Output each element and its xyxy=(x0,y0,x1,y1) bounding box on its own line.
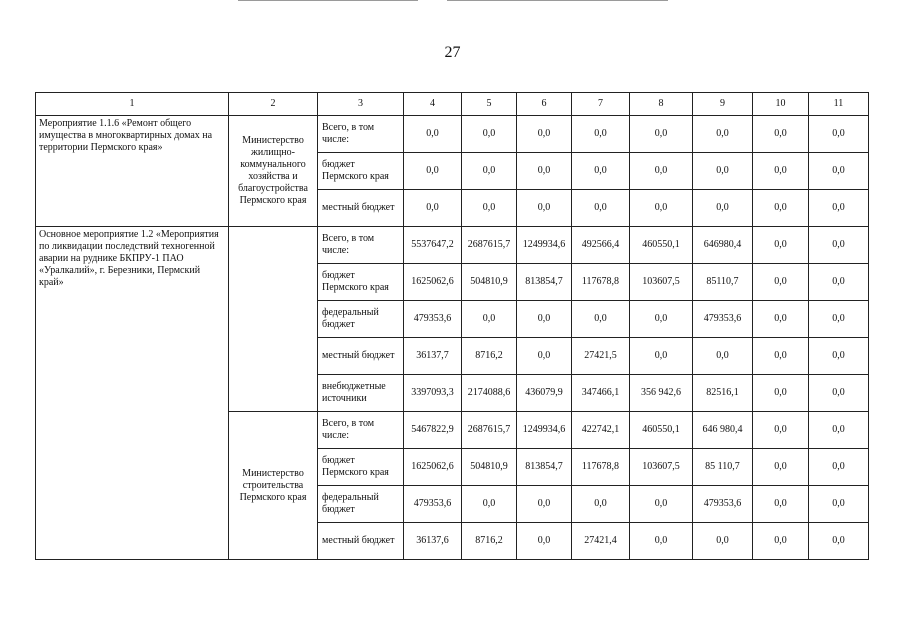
value-cell: 1625062,6 xyxy=(404,449,462,486)
value-cell: 0,0 xyxy=(753,190,809,227)
value-cell: 0,0 xyxy=(462,153,517,190)
executor-cell xyxy=(229,227,318,412)
column-number-header: 6 xyxy=(517,93,572,116)
value-cell: 103607,5 xyxy=(630,449,693,486)
executor-cell: Министерство строительства Пермского края xyxy=(229,412,318,560)
value-cell: 0,0 xyxy=(753,153,809,190)
funding-source-cell: федеральный бюджет xyxy=(318,486,404,523)
value-cell: 103607,5 xyxy=(630,264,693,301)
top-edge-line-left xyxy=(238,0,418,1)
value-cell: 1249934,6 xyxy=(517,412,572,449)
value-cell: 8716,2 xyxy=(462,338,517,375)
value-cell: 479353,6 xyxy=(404,301,462,338)
value-cell: 1625062,6 xyxy=(404,264,462,301)
funding-source-cell: бюджет Пермского края xyxy=(318,449,404,486)
value-cell: 356 942,6 xyxy=(630,375,693,412)
column-number-header: 7 xyxy=(572,93,630,116)
value-cell: 504810,9 xyxy=(462,264,517,301)
value-cell: 0,0 xyxy=(693,523,753,560)
table-row xyxy=(36,227,869,264)
value-cell: 460550,1 xyxy=(630,227,693,264)
value-cell: 0,0 xyxy=(404,116,462,153)
top-edge-line-right xyxy=(447,0,668,1)
table-row xyxy=(36,116,869,153)
value-cell: 0,0 xyxy=(809,449,869,486)
value-cell: 0,0 xyxy=(809,375,869,412)
value-cell: 85 110,7 xyxy=(693,449,753,486)
funding-source-cell: местный бюджет xyxy=(318,190,404,227)
value-cell: 0,0 xyxy=(462,116,517,153)
value-cell: 0,0 xyxy=(572,190,630,227)
column-number-header-row xyxy=(36,93,869,116)
value-cell: 0,0 xyxy=(630,338,693,375)
value-cell: 0,0 xyxy=(517,190,572,227)
value-cell: 0,0 xyxy=(517,523,572,560)
value-cell: 0,0 xyxy=(809,227,869,264)
value-cell: 0,0 xyxy=(753,116,809,153)
value-cell: 2687615,7 xyxy=(462,227,517,264)
value-cell: 0,0 xyxy=(572,301,630,338)
value-cell: 0,0 xyxy=(753,412,809,449)
value-cell: 504810,9 xyxy=(462,449,517,486)
value-cell: 27421,5 xyxy=(572,338,630,375)
value-cell: 479353,6 xyxy=(693,486,753,523)
value-cell: 36137,6 xyxy=(404,523,462,560)
value-cell: 0,0 xyxy=(693,338,753,375)
value-cell: 0,0 xyxy=(517,301,572,338)
budget-table xyxy=(35,92,869,560)
value-cell: 0,0 xyxy=(753,227,809,264)
value-cell: 85110,7 xyxy=(693,264,753,301)
value-cell: 0,0 xyxy=(753,375,809,412)
value-cell: 0,0 xyxy=(630,523,693,560)
value-cell: 82516,1 xyxy=(693,375,753,412)
value-cell: 0,0 xyxy=(693,153,753,190)
value-cell: 0,0 xyxy=(809,338,869,375)
value-cell: 5467822,9 xyxy=(404,412,462,449)
value-cell: 36137,7 xyxy=(404,338,462,375)
value-cell: 0,0 xyxy=(572,116,630,153)
value-cell: 0,0 xyxy=(693,116,753,153)
value-cell: 0,0 xyxy=(630,301,693,338)
column-number-header: 8 xyxy=(630,93,693,116)
funding-source-cell: бюджет Пермского края xyxy=(318,153,404,190)
value-cell: 0,0 xyxy=(462,301,517,338)
column-number-header: 1 xyxy=(36,93,229,116)
funding-source-cell: местный бюджет xyxy=(318,523,404,560)
column-number-header: 3 xyxy=(318,93,404,116)
value-cell: 479353,6 xyxy=(693,301,753,338)
value-cell: 646980,4 xyxy=(693,227,753,264)
value-cell: 0,0 xyxy=(517,116,572,153)
value-cell: 479353,6 xyxy=(404,486,462,523)
value-cell: 117678,8 xyxy=(572,264,630,301)
value-cell: 2174088,6 xyxy=(462,375,517,412)
value-cell: 0,0 xyxy=(809,264,869,301)
column-number-header: 11 xyxy=(809,93,869,116)
column-number-header: 2 xyxy=(229,93,318,116)
value-cell: 0,0 xyxy=(809,523,869,560)
value-cell: 0,0 xyxy=(693,190,753,227)
column-number-header: 5 xyxy=(462,93,517,116)
value-cell: 0,0 xyxy=(753,486,809,523)
value-cell: 0,0 xyxy=(630,153,693,190)
value-cell: 0,0 xyxy=(753,264,809,301)
value-cell: 5537647,2 xyxy=(404,227,462,264)
value-cell: 117678,8 xyxy=(572,449,630,486)
value-cell: 0,0 xyxy=(572,153,630,190)
value-cell: 0,0 xyxy=(630,116,693,153)
value-cell: 0,0 xyxy=(809,153,869,190)
value-cell: 646 980,4 xyxy=(693,412,753,449)
column-number-header: 9 xyxy=(693,93,753,116)
measure-name-cell: Основное мероприятие 1.2 «Мероприятия по ликвидации последствий техногенной аварии на руднике БКПРУ-1 ПАО «Уралкалий», г. Березники, Пермский край» xyxy=(36,227,229,560)
value-cell: 3397093,3 xyxy=(404,375,462,412)
funding-source-cell: Всего, в том числе: xyxy=(318,116,404,153)
value-cell: 0,0 xyxy=(462,486,517,523)
executor-cell: Министерство жилищно-коммунального хозяйства и благоустройства Пермского края xyxy=(229,116,318,227)
value-cell: 0,0 xyxy=(404,153,462,190)
value-cell: 347466,1 xyxy=(572,375,630,412)
value-cell: 0,0 xyxy=(404,190,462,227)
value-cell: 813854,7 xyxy=(517,449,572,486)
value-cell: 0,0 xyxy=(809,486,869,523)
value-cell: 0,0 xyxy=(630,190,693,227)
value-cell: 1249934,6 xyxy=(517,227,572,264)
value-cell: 0,0 xyxy=(753,338,809,375)
page-number: 27 xyxy=(444,44,461,61)
value-cell: 0,0 xyxy=(753,301,809,338)
value-cell: 0,0 xyxy=(809,116,869,153)
value-cell: 0,0 xyxy=(809,190,869,227)
value-cell: 0,0 xyxy=(517,486,572,523)
value-cell: 0,0 xyxy=(630,486,693,523)
funding-source-cell: внебюджетные источники xyxy=(318,375,404,412)
value-cell: 0,0 xyxy=(517,153,572,190)
funding-source-cell: бюджет Пермского края xyxy=(318,264,404,301)
value-cell: 460550,1 xyxy=(630,412,693,449)
value-cell: 0,0 xyxy=(462,190,517,227)
value-cell: 492566,4 xyxy=(572,227,630,264)
value-cell: 27421,4 xyxy=(572,523,630,560)
value-cell: 2687615,7 xyxy=(462,412,517,449)
value-cell: 0,0 xyxy=(753,523,809,560)
column-number-header: 4 xyxy=(404,93,462,116)
funding-source-cell: местный бюджет xyxy=(318,338,404,375)
value-cell: 436079,9 xyxy=(517,375,572,412)
value-cell: 8716,2 xyxy=(462,523,517,560)
value-cell: 0,0 xyxy=(809,301,869,338)
value-cell: 813854,7 xyxy=(517,264,572,301)
measure-name-cell: Мероприятие 1.1.6 «Ремонт общего имущества в многоквартирных домах на территории Пермского края» xyxy=(36,116,229,227)
funding-source-cell: федеральный бюджет xyxy=(318,301,404,338)
value-cell: 422742,1 xyxy=(572,412,630,449)
value-cell: 0,0 xyxy=(809,412,869,449)
funding-source-cell: Всего, в том числе: xyxy=(318,227,404,264)
column-number-header: 10 xyxy=(753,93,809,116)
value-cell: 0,0 xyxy=(753,449,809,486)
funding-source-cell: Всего, в том числе: xyxy=(318,412,404,449)
value-cell: 0,0 xyxy=(517,338,572,375)
value-cell: 0,0 xyxy=(572,486,630,523)
